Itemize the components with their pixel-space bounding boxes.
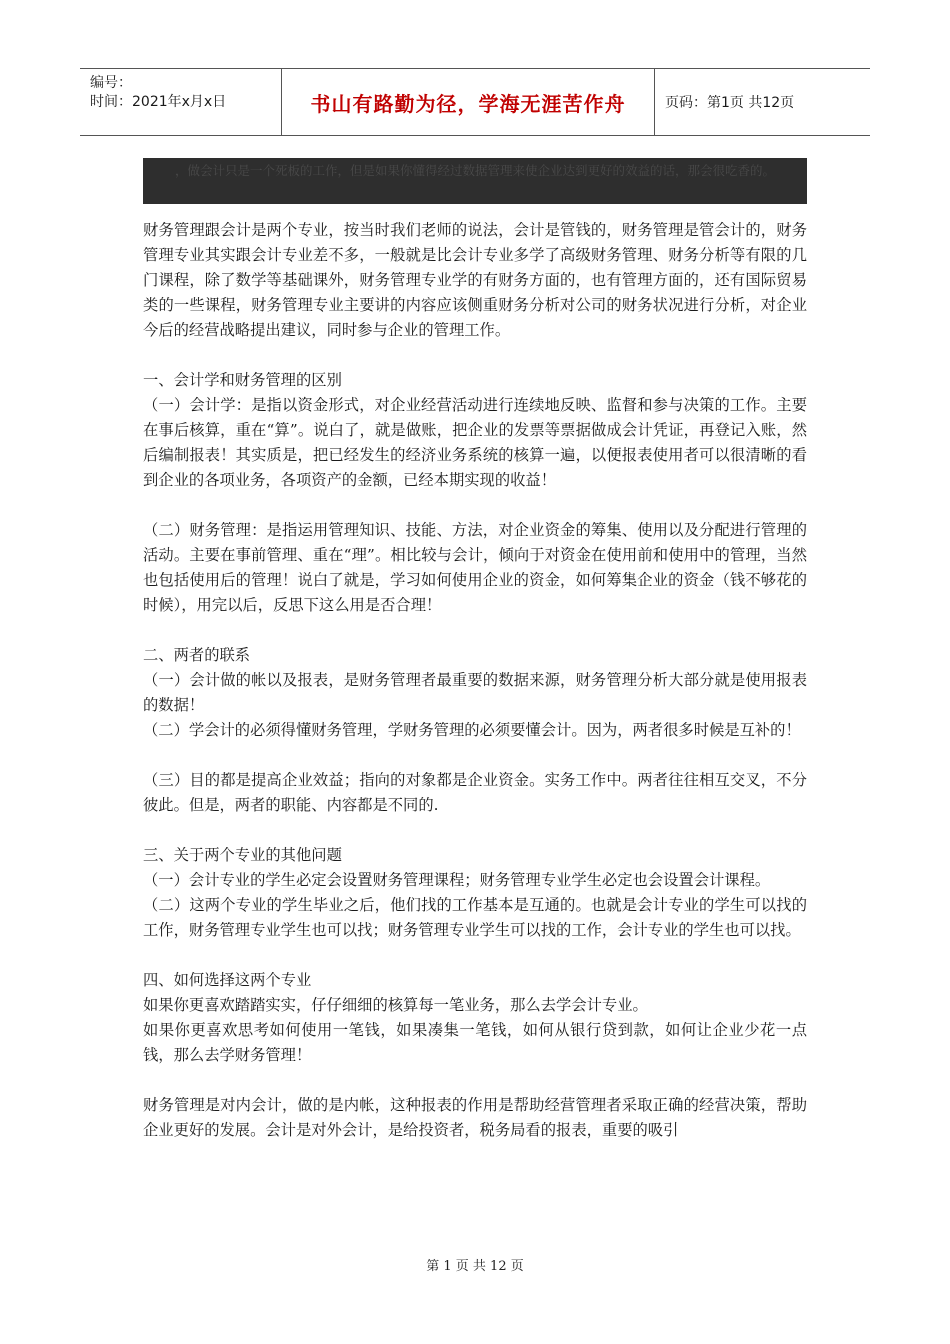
section-1-title: 一、会计学和财务管理的区别 — [143, 371, 342, 389]
dark-banner: ，做会计只是一个死板的工作，但是如果你懂得经过数据管理来使企业达到更好的效益的话，那会很吃香的。 — [143, 158, 807, 204]
document-body — [143, 218, 807, 1143]
section-4-title: 四、如何选择这两个专业 — [143, 971, 312, 989]
section-1-paragraph-1: （一）会计学：是指以资金形式，对企业经营活动进行连续地反映、监督和参与决策的工作。主要在事后核算，重在“算”。说白了，就是做账，把企业的发票等票据做成会计凭证，再登记入账，然后编制报表！其实质是，把已经发生的经济业务系统的核算一遍，以便报表使用者可以很清晰的看到企业的各项业务，各项资产的金额，已经本期实现的收益！ — [143, 396, 807, 489]
section-1-paragraph-2: （二）财务管理：是指运用管理知识、技能、方法，对企业资金的筹集、使用以及分配进行管理的活动。主要在事前管理、重在“理”。相比较与会计，倾向于对资金在使用前和使用中的管理，当然也包括使用后的管理！说白了就是，学习如何使用企业的资金，如何筹集企业的资金（钱不够花的时候），用完以后，反思下这么用是否合理！ — [143, 521, 807, 614]
section-2-paragraph-2: （二）学会计的必须得懂财务管理，学财务管理的必须要懂会计。因为，两者很多时候是互补的！ — [143, 721, 801, 739]
document-time-label: 时间：2021年x月x日 — [90, 94, 227, 110]
section-2-paragraph-3: （三）目的都是提高企业效益；指向的对象都是企业资金。实务工作中。两者往往相互交叉，不分彼此。但是，两者的职能、内容都是不同的. — [143, 771, 807, 814]
section-2-title: 二、两者的联系 — [143, 646, 251, 664]
intro-paragraph: 财务管理跟会计是两个专业，按当时我们老师的说法，会计是管钱的，财务管理是管会计的，财务管理专业其实跟会计专业差不多，一般就是比会计专业多学了高级财务管理、财务分析等有限的几门课程，除了数学等基础课外，财务管理专业学的有财务方面的，也有管理方面的，还有国际贸易类的一些课程，财务管理专业主要讲的内容应该侧重财务分析对公司的财务状况进行分析，对企业今后的经营战略提出建议，同时参与企业的管理工作。 — [143, 221, 807, 339]
section-4-paragraph-2: 如果你更喜欢思考如何使用一笔钱，如果凑集一笔钱，如何从银行贷到款，如何让企业少花一点钱，那么去学财务管理！ — [143, 1021, 807, 1064]
page-footer: 第 1 页 共 12 页 — [426, 1259, 524, 1274]
section-2-paragraph-1: （一）会计做的帐以及报表，是财务管理者最重要的数据来源，财务管理分析大部分就是使用报表的数据！ — [143, 671, 807, 714]
header-meta — [80, 69, 282, 135]
section-3-paragraph-1: （一）会计专业的学生必定会设置财务管理课程；财务管理专业学生必定也会设置会计课程。 — [143, 871, 771, 889]
section-3-paragraph-2: （二）这两个专业的学生毕业之后，他们找的工作基本是互通的。也就是会计专业的学生可以找的工作，财务管理专业学生也可以找；财务管理专业学生可以找的工作，会计专业的学生也可以找。 — [143, 896, 807, 939]
section-3-title: 三、关于两个专业的其他问题 — [143, 846, 342, 864]
document-header — [80, 68, 870, 136]
header-motto: 书山有路勤为径，学海无涯苦作舟 — [282, 69, 655, 135]
final-paragraph: 财务管理是对内会计，做的是内帐，这种报表的作用是帮助经营管理者采取正确的经营决策，帮助企业更好的发展。会计是对外会计，是给投资者，税务局看的报表，重要的吸引 — [143, 1096, 807, 1139]
header-page-info: 页码：第1页 共12页 — [665, 95, 795, 111]
section-4-paragraph-1: 如果你更喜欢踏踏实实，仔仔细细的核算每一笔业务，那么去学会计专业。 — [143, 996, 648, 1014]
document-number-label: 编号： — [90, 75, 132, 91]
